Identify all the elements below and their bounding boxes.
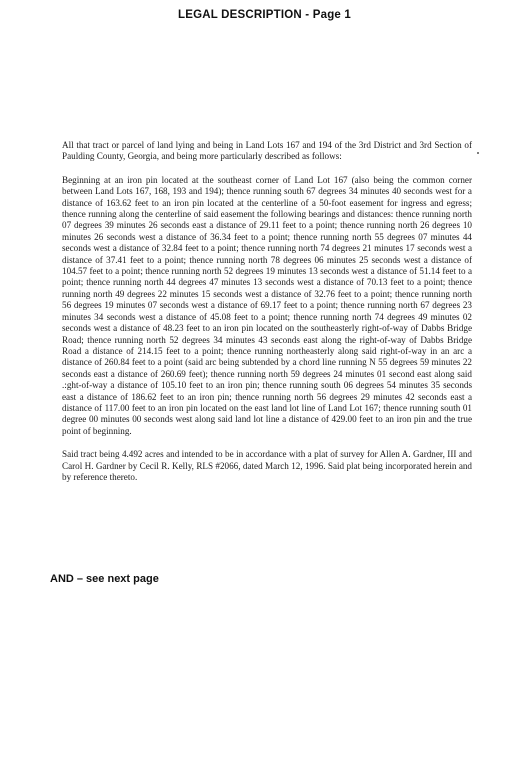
scanned-legal-text [62,140,472,483]
intro-paragraph: All that tract or parcel of land lying and being in Land Lots 167 and 194 of the 3rd District and 3rd Section of Paulding County, Georgia, and being more particularly described as follows: [62,140,472,162]
continuation-note: AND – see next page [50,573,159,585]
metes-and-bounds-paragraph: Beginning at an iron pin located at the southeast corner of Land Lot 167 (also being the common corner between Land Lots 167, 168, 193 and 194); thence running south 67 degrees 34 minutes 40 seconds west for a distance of 163.62 feet to an iron pin located at the centerline of a 50-foot easement for ingress and egress; thence running along the centerline of said easement the following bearings and distances: thence running north 07 degrees 39 minutes 26 seconds east a distance of 29.11 feet to a point; thence running north 26 degrees 10 minutes 26 seconds west a distance of 36.34 feet to a point; thence running north 55 degrees 07 minutes 44 seconds west a distance of 32.84 feet to a point; thence running north 74 degrees 21 minutes 17 seconds west a distance of 37.41 feet to a point; thence running north 78 degrees 06 minutes 25 seconds west a distance of 104.57 feet to a point; thence running north 52 degrees 19 minutes 13 seconds west a distance of 51.14 feet to a point; thence running north 44 degrees 47 minutes 13 seconds west a distance of 70.13 feet to a point; thence running north 49 degrees 22 minutes 15 seconds west a distance of 32.76 feet to a point; thence running north 56 degrees 19 minutes 07 seconds west a distance of 69.17 feet to a point; thence running north 67 degrees 23 minutes 34 seconds west a distance of 45.08 feet to a point; thence running north 74 degrees 49 minutes 02 seconds west a distance of 48.23 feet to an iron pin located on the southeasterly right-of-way of Dabbs Bridge Road; thence running north 52 degrees 34 minutes 43 seconds east along the right-of-way of Dabbs Bridge Road a distance of 214.15 feet to a point; thence running northeasterly along said right-of-way in an arc a distance of 260.84 feet to a point (said arc being subtended by a chord line running N 55 degrees 59 minutes 22 seconds east a distance of 260.69 feet); thence running north 59 degrees 24 minutes 01 second east along said .:ght-of-way a distance of 105.10 feet to an iron pin; thence running south 06 degrees 54 minutes 35 seconds east a distance of 186.62 feet to an iron pin; thence running north 56 degrees 29 minutes 42 seconds east a distance of 117.00 feet to an iron pin located on the east land lot line of Land Lot 167; thence running south 01 degree 00 minutes 00 seconds west along said land lot line a distance of 429.00 feet to an iron pin and the true point of beginning. [62,174,472,436]
page-title: LEGAL DESCRIPTION - Page 1 [177,9,352,21]
plat-reference-paragraph: Said tract being 4.492 acres and intended to be in accordance with a plat of survey for Allen A. Gardner, III and Carol H. Gardner by Cecil R. Kelly, RLS #2066, dated March 12, 1996. Said plat being incorporated herein and by reference thereto. [62,449,472,482]
scan-speck [477,152,479,154]
